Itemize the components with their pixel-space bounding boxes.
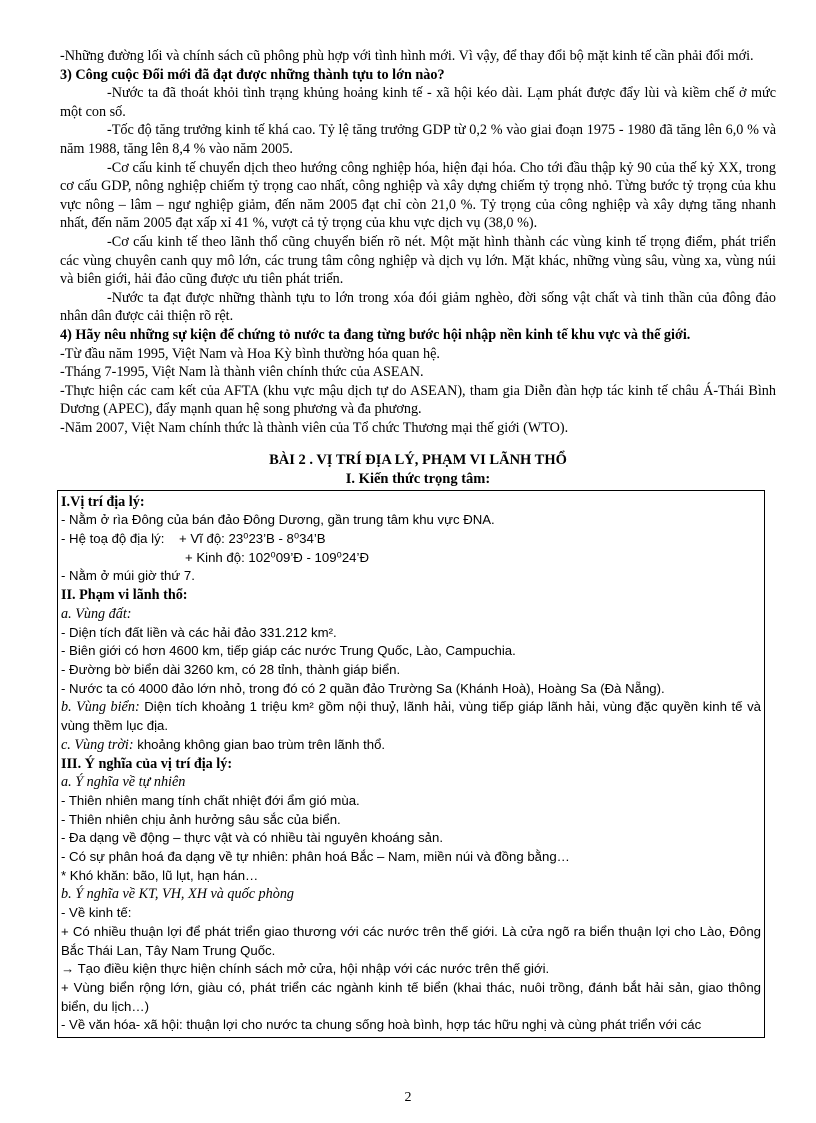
q3-item: -Cơ cấu kinh tế chuyển dịch theo hướng công nghiệp hóa, hiện đại hóa. Cho tới đầu thập kỷ 90 của thế kỷ XX, trong cơ cấu GDP, nông nghiệp chiếm tỷ trọng cao nhất, công nghiệp và xây dựng chiếm tỷ trọng nhỏ. Từng bước tỷ trọng của khu vực nông – lâm – ngư nghiệp giảm, đến năm 2005 đạt chỉ còn 21,0 %. Tỷ trọng của công nghiệp và xây dựng tăng nhanh nhất, đến năm 2005 đạt xấp xỉ 41 %, vượt cả tỷ trọng của khu vực dịch vụ (38,0 %). — [60, 159, 776, 232]
subsection-heading: b. Ý nghĩa về KT, VH, XH và quốc phòng — [61, 886, 295, 903]
q4-item: -Năm 2007, Việt Nam chính thức là thành viên của Tổ chức Thương mại thế giới (WTO). — [60, 419, 569, 436]
q3-item: -Nước ta đạt được những thành tựu to lớn trong xóa đói giảm nghèo, đời sống vật chất và tinh thần của đông đảo nhân dân được cải thiện rõ rệt. — [60, 289, 776, 325]
q4-item: -Thực hiện các cam kết của AFTA (khu vực mậu dịch tự do ASEAN), tham gia Diễn đàn hợp tác kinh tế châu Á-Thái Bình Dương (APEC), đẩy mạnh quan hệ song phương và đa phương. — [60, 382, 776, 418]
intro-paragraph: -Những đường lối và chính sách cũ phông phù hợp với tình hình mới. Vì vậy, để thay đổi bộ mặt kinh tế cần phải đổi mới. — [60, 48, 754, 64]
sea-label: b. Vùng biển: — [61, 699, 140, 716]
box-line: - Nằm ở múi giờ thứ 7. — [61, 568, 195, 584]
box-line: * Khó khăn: bão, lũ lụt, hạn hán… — [61, 867, 259, 883]
lesson-title: BÀI 2 . VỊ TRÍ ĐỊA LÝ, PHẠM VI LÃNH THỔ — [269, 452, 567, 469]
q4-item: -Từ đầu năm 1995, Việt Nam và Hoa Kỳ bình thường hóa quan hệ. — [60, 345, 440, 362]
q4-item: -Tháng 7-1995, Việt Nam là thành viên chính thức của ASEAN. — [60, 364, 424, 381]
air-text: khoảng không gian bao trùm trên lãnh thổ. — [133, 736, 386, 752]
box-line: - Có sự phân hoá đa dạng về tự nhiên: phân hoá Bắc – Nam, miền núi và đồng bằng… — [61, 849, 570, 865]
box-line: - Nằm ở rìa Đông của bán đảo Đông Dương, gần trung tâm khu vực ĐNA. — [61, 512, 495, 528]
question-3-heading: 3) Công cuộc Đổi mới đã đạt được những thành tựu to lớn nào? — [60, 66, 445, 83]
section-heading: II. Phạm vi lãnh thổ: — [61, 587, 188, 604]
box-line: - Biên giới có hơn 4600 km, tiếp giáp các nước Trung Quốc, Lào, Campuchia. — [61, 643, 516, 659]
box-line: - Đa dạng về động – thực vật và có nhiều tài nguyên khoáng sản. — [61, 830, 443, 846]
lesson-subtitle: I. Kiến thức trọng tâm: — [345, 471, 491, 488]
box-line: - Đường bờ biển dài 3260 km, có 28 tỉnh, thành giáp biển. — [61, 661, 401, 677]
air-line — [61, 736, 761, 755]
q3-item: -Tốc độ tăng trưởng kinh tế khá cao. Tỷ lệ tăng trưởng GDP từ 0,2 % vào giai đoạn 1975 - 1980 đã tăng lên 6,0 % và năm 1988, tăng lên 8,4 % vào năm 2005. — [60, 122, 776, 157]
document-page — [60, 47, 776, 1038]
subsection-heading: a. Ý nghĩa về tự nhiên — [61, 774, 186, 791]
air-label: c. Vùng trời: — [61, 736, 134, 753]
coordinate-label: - Hệ toạ độ địa lý: — [61, 531, 165, 547]
sea-line — [61, 698, 761, 735]
box-line: - Nước ta có 4000 đảo lớn nhỏ, trong đó có 2 quần đảo Trường Sa (Khánh Hoà), Hoàng Sa (Đà Nẵng). — [61, 680, 665, 696]
box-line: → Tạo điều kiện thực hiện chính sách mở cửa, hội nhập với các nước trên thế giới. — [61, 961, 550, 977]
section-heading: III. Ý nghĩa của vị trí địa lý: — [61, 755, 233, 772]
sea-text: Diện tích khoảng 1 triệu km² gồm nội thuỷ, lãnh hải, vùng tiếp giáp lãnh hải, vùng đặc quyền kinh tế và vùng thềm lục địa. — [61, 699, 761, 734]
section-heading: I.Vị trí địa lý: — [61, 493, 145, 510]
longitude: + Kinh độ: 102⁰09’Đ - 109⁰24’Đ — [185, 549, 369, 565]
question-4-heading: 4) Hãy nêu những sự kiện để chứng tỏ nước ta đang từng bước hội nhập nền kinh tế khu vực và thế giới. — [60, 326, 691, 343]
q3-item: -Cơ cấu kinh tế theo lãnh thổ cũng chuyển biến rõ nét. Một mặt hình thành các vùng kinh tế trọng điểm, phát triển các vùng chuyên canh quy mô lớn, các trung tâm công nghiệp và dịch vụ lớn. Mặt khác, những vùng sâu, vùng xa, vùng núi và biên giới, hải đảo cũng được ưu tiên phát triển. — [60, 233, 776, 288]
box-line: - Thiên nhiên mang tính chất nhiệt đới ẩm gió mùa. — [61, 792, 360, 808]
box-line: - Về kinh tế: — [61, 905, 132, 921]
box-line: - Diện tích đất liền và các hải đảo 331.212 km². — [61, 624, 337, 640]
q3-item: -Nước ta đã thoát khỏi tình trạng khủng hoảng kinh tế - xã hội kéo dài. Lạm phát được đẩy lùi và kiềm chế ở mức một con số. — [60, 85, 776, 120]
latitude: + Vĩ độ: 23⁰23’B - 8⁰34’B — [179, 531, 326, 547]
coordinate-line — [61, 530, 761, 549]
box-line: - Về văn hóa- xã hội: thuận lợi cho nước ta chung sống hoà bình, hợp tác hữu nghị và cùng phát triển với các — [61, 1017, 702, 1033]
box-line: + Vùng biển rộng lớn, giàu có, phát triển các ngành kinh tế biển (khai thác, nuôi trồng, đánh bắt hải sản, giao thông biển, du lịch…) — [61, 979, 761, 1014]
box-line: - Thiên nhiên chịu ảnh hưởng sâu sắc của biển. — [61, 811, 341, 827]
box-line: + Có nhiều thuận lợi để phát triển giao thương với các nước trên thế giới. Là cửa ngõ ra biển thuận lợi cho Lào, Đông Bắc Thái Lan, Tây Nam Trung Quốc. — [61, 923, 761, 958]
page-number: 2 — [404, 1090, 412, 1105]
subsection-heading: a. Vùng đất: — [61, 605, 132, 622]
key-knowledge-box — [57, 490, 765, 1038]
coordinate-line — [61, 549, 761, 568]
